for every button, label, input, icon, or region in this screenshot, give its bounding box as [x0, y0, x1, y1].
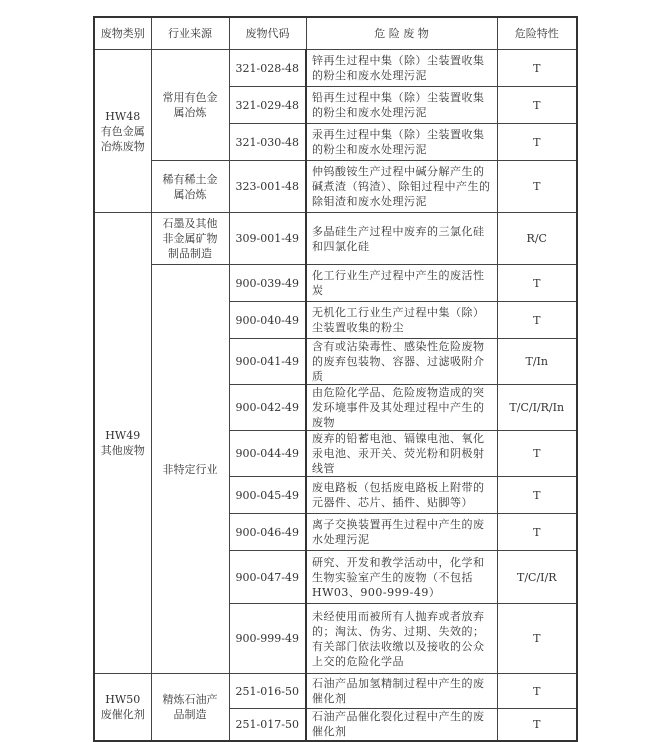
waste-description-cell: 未经使用而被所有人抛弃或者放弃的；淘汰、伪劣、过期、失效的；有关部门依法收缴以及接收的公众上交的危险化学品: [306, 604, 497, 674]
cell-line: 常用有色金: [162, 91, 218, 104]
hazard-cell: T: [497, 265, 577, 302]
hazard-cell: T/C/I/R/In: [497, 385, 577, 431]
source-cell: [151, 265, 229, 674]
cell-line: 精炼石油产: [162, 692, 218, 706]
waste-code-cell: 323-001-48: [229, 161, 306, 213]
waste-code-cell: 900-046-49: [229, 514, 306, 551]
hazard-cell: T: [497, 514, 577, 551]
header-code: 废物代码: [229, 17, 306, 50]
waste-description-cell: 由危险化学品、危险废物造成的突发环境事件及其处理过程中产生的废物: [306, 385, 497, 431]
cell-line: 冶炼废物: [100, 139, 145, 153]
cell-line: 有色金属: [100, 124, 145, 138]
waste-code-cell: 900-045-49: [229, 477, 306, 514]
cell-line: HW49: [105, 429, 141, 442]
waste-code-cell: 900-042-49: [229, 385, 306, 431]
waste-code-cell: 251-017-50: [229, 709, 306, 741]
waste-description-cell: 锌再生过程中集（除）尘装置收集的粉尘和废水处理污泥: [306, 50, 497, 87]
category-cell: [94, 50, 151, 213]
waste-code-cell: 321-028-48: [229, 50, 306, 87]
waste-code-cell: 900-041-49: [229, 339, 306, 385]
waste-description-cell: 石油产品加氢精制过程中产生的废催化剂: [306, 674, 497, 709]
header-row: [94, 17, 577, 50]
hazard-cell: T: [497, 477, 577, 514]
hazard-cell: T: [497, 674, 577, 709]
header-category: 废物类别: [94, 17, 151, 50]
waste-description-cell: 研究、开发和教学活动中，化学和生物实验室产生的废物（不包括 HW03、900-999-49）: [306, 551, 497, 604]
cell-line: 非金属矿物: [162, 232, 218, 245]
waste-description-cell: 铅再生过程中集（除）尘装置收集的粉尘和废水处理污泥: [306, 87, 497, 124]
waste-description-cell: 化工行业生产过程中产生的废活性炭: [306, 265, 497, 302]
cell-line: 制品制造: [168, 247, 212, 260]
category-cell: [94, 674, 151, 741]
table-row: [94, 265, 577, 302]
table-row: [94, 213, 577, 265]
table-row: [94, 674, 577, 709]
table-row: [94, 50, 577, 87]
header-waste: 危 险 废 物: [306, 17, 497, 50]
waste-code-cell: 251-016-50: [229, 674, 306, 709]
waste-code-cell: 900-040-49: [229, 302, 306, 339]
cell-line: 稀有稀土金: [162, 172, 218, 186]
hazard-cell: R/C: [497, 213, 577, 265]
waste-code-cell: 321-030-48: [229, 124, 306, 161]
waste-description-cell: 含有或沾染毒性、感染性危险废物的废弃包装物、容器、过滤吸附介质: [306, 339, 497, 385]
waste-description-cell: 仲钨酸铵生产过程中碱分解产生的碱煮渣（钨渣）、除钼过程中产生的除钼渣和废水处理污泥: [306, 161, 497, 213]
hazard-cell: T: [497, 431, 577, 477]
cell-line: 属冶炼: [173, 106, 207, 119]
waste-code-cell: 309-001-49: [229, 213, 306, 265]
waste-code-cell: 900-044-49: [229, 431, 306, 477]
hazard-cell: T: [497, 709, 577, 741]
waste-description-cell: 废电路板（包括废电路板上附带的元器件、芯片、插件、贴脚等）: [306, 477, 497, 514]
cell-line: HW50: [105, 692, 141, 706]
waste-description-cell: 石油产品催化裂化过程中产生的废催化剂: [306, 709, 497, 741]
hazard-cell: T: [497, 124, 577, 161]
cell-line: 废催化剂: [100, 707, 145, 721]
cell-line: 属冶炼: [173, 187, 207, 201]
hazard-cell: T: [497, 302, 577, 339]
waste-description-cell: 多晶硅生产过程中废弃的三氯化硅和四氯化硅: [306, 213, 497, 265]
hazardous-waste-table: [93, 16, 578, 742]
hazard-cell: T/In: [497, 339, 577, 385]
hazard-cell: T/C/I/R: [497, 551, 577, 604]
waste-code-cell: 321-029-48: [229, 87, 306, 124]
source-cell: [151, 213, 229, 265]
waste-code-cell: 900-999-49: [229, 604, 306, 674]
waste-code-cell: 900-047-49: [229, 551, 306, 604]
source-cell: [151, 674, 229, 741]
cell-line: 其他废物: [100, 444, 145, 457]
source-cell: [151, 161, 229, 213]
waste-description-cell: 汞再生过程中集（除）尘装置收集的粉尘和废水处理污泥: [306, 124, 497, 161]
cell-line: 石墨及其他: [162, 217, 218, 230]
waste-description-cell: 离子交换装置再生过程中产生的废水处理污泥: [306, 514, 497, 551]
waste-code-cell: 900-039-49: [229, 265, 306, 302]
hazard-cell: T: [497, 50, 577, 87]
hazard-cell: T: [497, 161, 577, 213]
table-row: [94, 161, 577, 213]
hazard-cell: T: [497, 604, 577, 674]
cell-line: 非特定行业: [162, 462, 218, 476]
header-hazard: 危险特性: [497, 17, 577, 50]
waste-description-cell: 废弃的铅蓄电池、镉镍电池、氧化汞电池、汞开关、荧光粉和阴极射线管: [306, 431, 497, 477]
waste-description-cell: 无机化工行业生产过程中集（除）尘装置收集的粉尘: [306, 302, 497, 339]
source-cell: [151, 50, 229, 161]
header-source: 行业来源: [151, 17, 229, 50]
cell-line: HW48: [105, 109, 141, 123]
cell-line: 品制造: [173, 707, 207, 721]
hazard-cell: T: [497, 87, 577, 124]
category-cell: [94, 213, 151, 674]
